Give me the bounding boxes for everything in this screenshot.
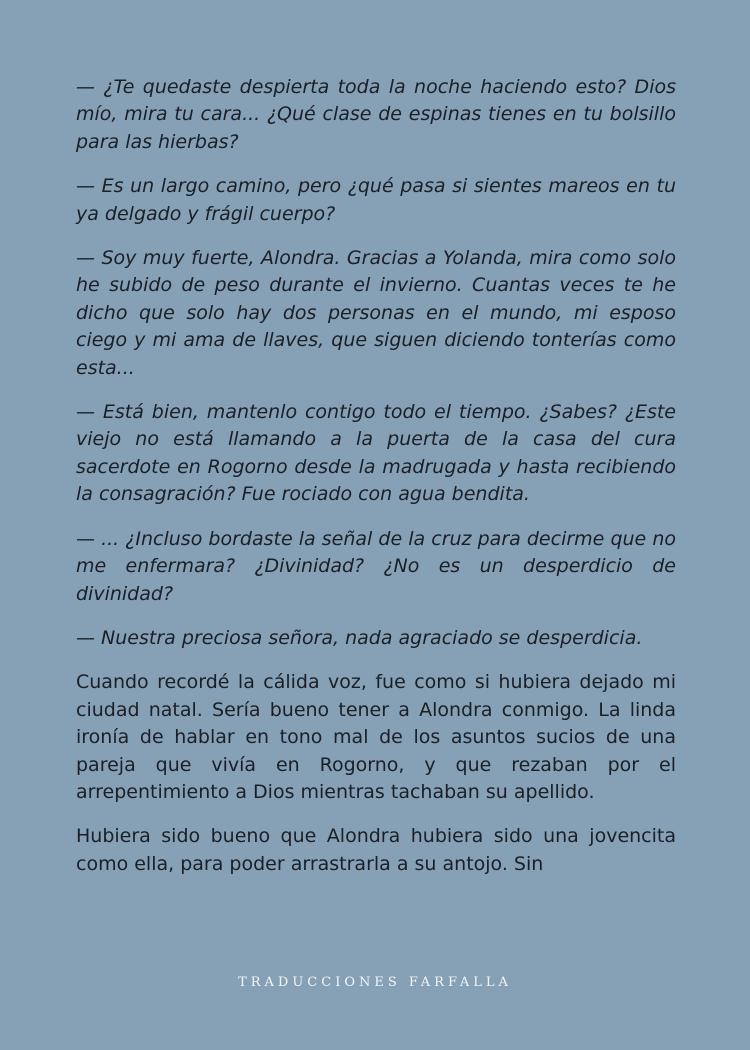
narrative-paragraph-1: Cuando recordé la cálida voz, fue como si hubiera dejado mi ciudad natal. Sería bueno tener a Alondra conmigo. La linda ironía de hablar en tono mal de los asuntos sucios de una pareja que vivía en Rogorno, y que rezaban por el arrepentimiento a Dios mientras tachaban su apellido.: [76, 671, 676, 803]
narrative-paragraph-2: Hubiera sido bueno que Alondra hubiera sido una jovencita como ella, para poder arrastrarla a su antojo. Sin: [76, 825, 676, 875]
publisher-footer: TRADUCCIONES FARFALLA: [238, 975, 512, 990]
dialogue-paragraph-4: — Está bien, mantenlo contigo todo el tiempo. ¿Sabes? ¿Este viejo no está llamando a la puerta de la casa del cura sacerdote en Rogorno desde la madrugada y hasta recibiendo la consagración? Fue rociado con agua bendita.: [76, 401, 676, 506]
dialogue-paragraph-3: — Soy muy fuerte, Alondra. Gracias a Yolanda, mira como solo he subido de peso durante el invierno. Cuantas veces te he dicho que solo hay dos personas en el mundo, mi esposo ciego y mi ama de llaves, que siguen diciendo tonterías como esta...: [76, 247, 676, 379]
dialogue-paragraph-2: — Es un largo camino, pero ¿qué pasa si sientes mareos en tu ya delgado y frágil cuerpo?: [76, 175, 676, 225]
dialogue-paragraph-1: — ¿Te quedaste despierta toda la noche haciendo esto? Dios mío, mira tu cara... ¿Qué clase de espinas tienes en tu bolsillo para las hierbas?: [76, 76, 676, 153]
page-body: [76, 74, 676, 895]
dialogue-paragraph-5: — ... ¿Incluso bordaste la señal de la cruz para decirme que no me enfermara? ¿Divinidad? ¿No es un desperdicio de divinidad?: [76, 527, 676, 605]
dialogue-paragraph-6: — Nuestra preciosa señora, nada agraciado se desperdicia.: [76, 626, 643, 649]
